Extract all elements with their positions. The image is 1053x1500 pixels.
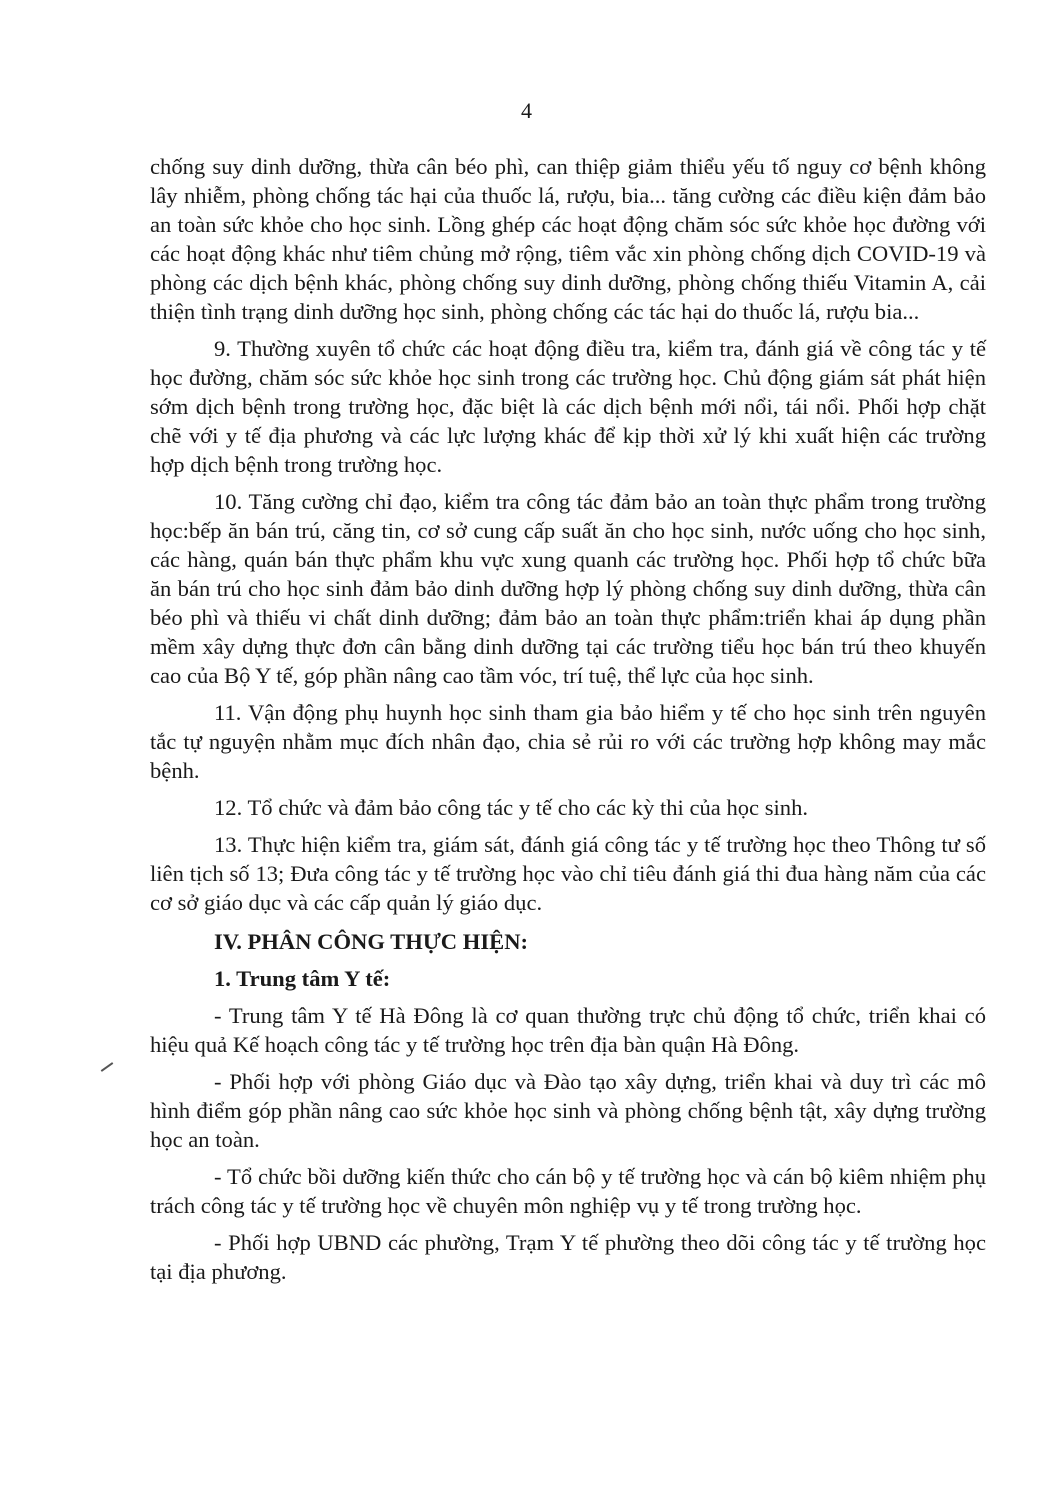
section-heading: IV. PHÂN CÔNG THỰC HIỆN: bbox=[214, 929, 529, 954]
bullet-item: - Trung tâm Y tế Hà Đông là cơ quan thường trực chủ động tổ chức, triển khai có hiệu quả Kế hoạch công tác y tế trường học trên địa bàn quận Hà Đông. bbox=[150, 1003, 986, 1057]
paragraph-item-11: 11. Vận động phụ huynh học sinh tham gia bảo hiểm y tế cho học sinh trên nguyên tắc tự nguyện nhằm mục đích nhân đạo, chia sẻ rủi ro với các trường hợp không may mắc bệnh. bbox=[150, 700, 986, 783]
paragraph-item-9: 9. Thường xuyên tổ chức các hoạt động điều tra, kiểm tra, đánh giá về công tác y tế học đường, chăm sóc sức khỏe học sinh trong các trường học. Chủ động giám sát phát hiện sớm dịch bệnh trong trường học, đặc biệt là các dịch bệnh mới nổi, tái nổi. Phối hợp chặt chẽ với y tế địa phương và các lực lượng khác để kịp thời xử lý khi xuất hiện các trường hợp dịch bệnh trong trường học. bbox=[150, 336, 986, 477]
paragraph-continuation: chống suy dinh dưỡng, thừa cân béo phì, can thiệp giảm thiểu yếu tố nguy cơ bệnh không lây nhiễm, phòng chống tác hại của thuốc lá, rượu, bia... tăng cường các điều kiện đảm bảo an toàn sức khỏe cho học sinh. Lồng ghép các hoạt động chăm sóc sức khỏe học đường với các hoạt động khác như tiêm chủng mở rộng, tiêm vắc xin phòng chống dịch COVID-19 và phòng các dịch bệnh khác, phòng chống suy dinh dưỡng, phòng chống thiếu Vitamin A, cải thiện tình trạng dinh dưỡng học sinh, phòng chống các tác hại do thuốc lá, rượu bia... bbox=[150, 154, 986, 324]
page-number: 4 bbox=[521, 98, 532, 123]
bullet-item: - Phối hợp với phòng Giáo dục và Đào tạo xây dựng, triển khai và duy trì các mô hình điểm góp phần nâng cao sức khỏe học sinh và phòng chống bệnh tật, xây dựng trường học an toàn. bbox=[150, 1069, 986, 1152]
bullet-item: - Tổ chức bồi dưỡng kiến thức cho cán bộ y tế trường học và cán bộ kiêm nhiệm phụ trách công tác y tế trường học về chuyên môn nghiệp vụ y tế trong trường học. bbox=[150, 1164, 986, 1218]
bullet-item: - Phối hợp UBND các phường, Trạm Y tế phường theo dõi công tác y tế trường học tại địa phương. bbox=[150, 1230, 986, 1284]
sub-heading: 1. Trung tâm Y tế: bbox=[214, 966, 391, 991]
paragraph-item-12: 12. Tổ chức và đảm bảo công tác y tế cho các kỳ thi của học sinh. bbox=[214, 795, 809, 820]
document-body bbox=[150, 152, 986, 1286]
scan-mark bbox=[101, 1062, 114, 1072]
paragraph-item-10: 10. Tăng cường chỉ đạo, kiểm tra công tác đảm bảo an toàn thực phẩm trong trường học:bếp ăn bán trú, căng tin, cơ sở cung cấp suất ăn cho học sinh, nước uống cho học sinh, các hàng, quán bán thực phẩm khu vực xung quanh các trường học. Phối hợp tổ chức bữa ăn bán trú cho học sinh đảm bảo dinh dưỡng hợp lý phòng chống suy dinh dưỡng, thừa cân béo phì và thiếu vi chất dinh dưỡng; đảm bảo an toàn thực phẩm:triển khai áp dụng phần mềm xây dựng thực đơn cân bằng dinh dưỡng tại các trường tiểu học bán trú theo khuyến cao của Bộ Y tế, góp phần nâng cao tầm vóc, trí tuệ, thể lực của học sinh. bbox=[150, 489, 986, 688]
paragraph-item-13: 13. Thực hiện kiểm tra, giám sát, đánh giá công tác y tế trường học theo Thông tư số liên tịch số 13; Đưa công tác y tế trường học vào chỉ tiêu đánh giá thi đua hàng năm của các cơ sở giáo dục và các cấp quản lý giáo dục. bbox=[150, 832, 986, 915]
